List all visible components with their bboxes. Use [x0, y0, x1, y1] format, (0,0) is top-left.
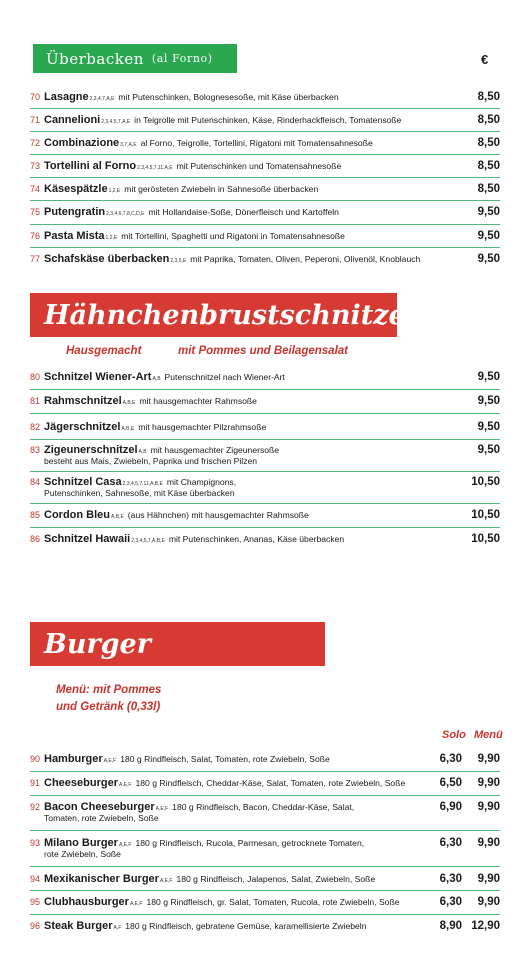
allergen-codes: A,E,F [155, 806, 169, 812]
section-banner-haehnchenbrustschnitzel [30, 293, 416, 337]
item-description: mit hausgemachter Rahmsoße [139, 396, 257, 406]
item-number: 91 [30, 778, 41, 788]
item-number: 73 [30, 161, 41, 172]
item-number: 75 [30, 207, 41, 218]
section-title: Überbacken [46, 49, 144, 68]
item-number: 72 [30, 138, 41, 149]
item-description: 180 g Rindfleisch, Salat, Tomaten, rote Zwiebeln, Soße [120, 754, 330, 764]
menu-item [30, 772, 500, 796]
item-name: Jägerschnitzel [44, 421, 121, 433]
item-number: 92 [30, 802, 41, 812]
price-solo: 6,90 [439, 801, 462, 813]
price: 8,50 [477, 91, 500, 103]
item-number: 70 [30, 92, 41, 102]
item-line [30, 395, 500, 407]
item-number: 90 [30, 754, 41, 764]
item-description: besteht aus Mais, Zwiebeln, Paprika und frischen Pilzen [44, 456, 258, 466]
allergen-codes: A,B,E [121, 426, 135, 432]
item-number: 84 [30, 477, 41, 487]
item-name: Bacon Cheeseburger [44, 801, 155, 813]
item-line [30, 421, 500, 433]
item-line [30, 183, 500, 195]
item-line [30, 137, 500, 149]
price-menu: 12,90 [471, 920, 500, 932]
item-description: mit Putenschinken, Bolognesesoße, mit Käse überbacken [118, 92, 339, 102]
currency-symbol: € [481, 52, 489, 67]
allergen-codes: 2,3,4,7,A,E [89, 96, 115, 102]
item-number: 93 [30, 838, 41, 848]
allergen-codes: A,E,F [118, 842, 132, 848]
item-name: Clubhausburger [44, 896, 129, 908]
column-header-menu: Menü [474, 729, 503, 741]
item-line [30, 801, 500, 813]
item-description: 180 g Rindfleisch, Cheddar-Käse, Salat, Tomaten, rote Zwiebeln, Soße [135, 778, 406, 788]
price: 9,50 [477, 206, 500, 219]
price: 9,50 [477, 444, 500, 456]
section-schnitzel-list [30, 366, 500, 552]
price-menu: 9,90 [477, 801, 500, 813]
price: 9,50 [477, 421, 500, 433]
item-number: 95 [30, 897, 41, 907]
section-title: Hähnchenbrustschnitzel [44, 299, 416, 331]
item-number: 94 [30, 874, 41, 884]
menu-item [30, 366, 500, 390]
menu-item [30, 155, 500, 178]
item-name: Hamburger [44, 753, 103, 765]
section-ueberbacken-list [30, 86, 500, 271]
item-name: Pasta Mista [44, 229, 105, 242]
section-subtitle: (al Forno) [151, 52, 213, 65]
allergen-codes: A,E,F [103, 758, 117, 764]
price-menu: 9,90 [477, 873, 500, 885]
allergen-codes: 2,3,4,5,7,A,E [101, 119, 131, 126]
item-line [30, 896, 500, 908]
price: 8,50 [477, 137, 500, 150]
item-line [30, 230, 500, 242]
allergen-codes: A,F [113, 925, 122, 931]
item-description: mit hausgemachter Pilzrahmsoße [138, 422, 267, 432]
section-title: Burger [44, 628, 151, 660]
menu-item [30, 414, 500, 440]
item-line [30, 114, 500, 126]
item-name: Schnitzel Hawaii [44, 533, 131, 545]
item-description: 180 g Rindfleisch, Rucola, Parmesan, getrocknete Tomaten, [135, 838, 365, 848]
item-line [30, 444, 500, 456]
item-number: 74 [30, 184, 41, 195]
allergen-codes: A,E,F [118, 782, 132, 788]
price-solo: 8,90 [439, 920, 462, 932]
price-solo: 6,30 [439, 753, 462, 765]
price: 10,50 [471, 533, 500, 545]
menu-item [30, 440, 500, 472]
item-number: 85 [30, 510, 41, 520]
item-description: 180 g Rindfleisch, Jalapenos, Salat, Zwiebeln, Soße [176, 874, 376, 884]
menu-item [30, 201, 500, 224]
price: 9,50 [477, 395, 500, 407]
price-menu: 9,90 [477, 753, 500, 765]
menu-item [30, 504, 500, 528]
item-description: mit Putenschinken, Ananas, Käse überbacken [168, 534, 345, 544]
price-solo: 6,30 [439, 896, 462, 908]
price: 9,50 [477, 229, 500, 242]
menu-item [30, 178, 500, 201]
item-line [30, 91, 500, 103]
allergen-codes: A,E,F [129, 901, 143, 907]
section-note-hausgemacht: Hausgemacht [66, 345, 142, 357]
item-number: 77 [30, 253, 41, 264]
price: 9,50 [477, 252, 500, 265]
item-line [30, 533, 500, 545]
menu-item [30, 867, 500, 891]
menu-item [30, 225, 500, 248]
item-description: 180 g Rindfleisch, gebratene Gemüse, karamellisierte Zwiebeln [125, 921, 367, 931]
allergen-codes: A,B [152, 376, 161, 382]
item-line [30, 873, 500, 885]
item-description: Putenschnitzel nach Wiener-Art [164, 372, 285, 382]
item-description: rote Zwiebeln, Soße [44, 849, 121, 859]
price: 9,50 [477, 371, 500, 383]
item-description: mit Tortellini, Spaghetti und Rigatoni in Tomatensahnesoße [121, 230, 345, 241]
item-description: 180 g Rindfleisch, gr. Salat, Tomaten, Rucola, rote Zwiebeln, Soße [146, 897, 400, 907]
price-menu: 9,90 [477, 777, 500, 789]
price: 10,50 [471, 509, 500, 521]
menu-item [30, 86, 500, 109]
item-name: Lasagne [44, 91, 89, 103]
item-number: 76 [30, 230, 41, 241]
item-number: 96 [30, 921, 41, 931]
item-name: Schnitzel Wiener-Art [44, 371, 152, 383]
menu-item [30, 796, 500, 831]
menu-item [30, 248, 500, 271]
price-solo: 6,50 [439, 777, 462, 789]
item-line [30, 920, 500, 932]
item-number: 83 [30, 445, 41, 455]
section-note-beilagen: mit Pommes und Beilagensalat [178, 345, 348, 357]
item-description: mit hausgemachter Zigeunersoße [150, 445, 280, 455]
allergen-codes: 1,2,E [105, 234, 118, 241]
menu-item [30, 109, 500, 132]
item-number: 80 [30, 372, 41, 382]
item-name: Cheeseburger [44, 777, 118, 789]
item-name: Zigeunerschnitzel [44, 444, 138, 456]
allergen-codes: A,B,E [122, 400, 136, 406]
section-note-menu: Menü: mit Pommes und Getränk (0,33l) [56, 684, 162, 713]
item-number: 82 [30, 422, 41, 432]
item-description: Tomaten, rote Zwiebeln, Soße [44, 813, 159, 823]
item-name: Combinazione [44, 137, 120, 150]
item-line [30, 777, 500, 789]
item-name: Rahmschnitzel [44, 395, 122, 407]
item-description: mit gerösteten Zwiebeln in Sahnesoße überbacken [124, 184, 319, 195]
allergen-codes: 3,7,A,E [120, 142, 137, 149]
item-name: Putengratin [44, 206, 106, 219]
menu-item [30, 891, 500, 915]
column-header-solo: Solo [442, 729, 466, 741]
section-banner-burger [30, 622, 325, 666]
allergen-codes: 2,3,4,5,7,11,A,E [137, 165, 173, 172]
section-burger-list [30, 748, 500, 939]
allergen-codes: A,B,E [111, 514, 124, 520]
price: 8,50 [477, 114, 500, 127]
item-line [30, 253, 500, 265]
item-number: 71 [30, 115, 41, 126]
price: 10,50 [471, 476, 500, 488]
item-description: Putenschinken, Sahnesoße, mit Käse überbacken [44, 488, 235, 498]
item-name: Cordon Bleu [44, 509, 110, 521]
item-line [30, 753, 500, 765]
item-name: Schafskäse überbacken [44, 252, 170, 265]
item-name: Steak Burger [44, 920, 113, 932]
item-name: Schnitzel Casa [44, 476, 122, 488]
item-description: 180 g Rindfleisch, Bacon, Cheddar-Käse, Salat, [172, 802, 355, 812]
section-banner-ueberbacken [33, 44, 237, 73]
menu-item [30, 748, 500, 772]
item-description: mit Hollandaise-Soße, Dönerfleisch und Kartoffeln [148, 207, 339, 218]
allergen-codes: 2,3,4,6,7,8,C,D,E [106, 211, 145, 218]
item-description: mit Champignons, [166, 477, 237, 487]
item-line [30, 476, 500, 488]
menu-item [30, 390, 500, 414]
item-description: (aus Hähnchen) mit hausgemachter Rahmsoße [127, 510, 309, 520]
item-number: 86 [30, 534, 41, 544]
item-name: Mexikanischer Burger [44, 873, 159, 885]
item-name: Cannelioni [44, 114, 101, 127]
item-description: al Forno, Teigrolle, Tortellini, Rigatoni mit Tomatensahnesoße [140, 138, 373, 149]
price: 8,50 [477, 183, 500, 196]
price-menu: 9,90 [477, 837, 500, 849]
price-menu: 9,90 [477, 896, 500, 908]
allergen-codes: A,E,F [159, 878, 173, 884]
item-name: Käsespätzle [44, 183, 108, 196]
menu-item [30, 915, 500, 939]
price-solo: 6,30 [439, 837, 462, 849]
allergen-codes: A,B [138, 449, 147, 455]
item-description: mit Paprika, Tomaten, Oliven, Peperoni, Olivenöl, Knoblauch [190, 253, 421, 264]
item-line [30, 206, 500, 218]
item-name: Tortellini al Forno [44, 160, 137, 173]
price: 8,50 [477, 160, 500, 173]
menu-item [30, 472, 500, 504]
item-name: Milano Burger [44, 837, 118, 849]
allergen-codes: 1,2,E [108, 188, 121, 195]
item-line [30, 371, 500, 383]
menu-item [30, 132, 500, 155]
item-number: 81 [30, 396, 41, 406]
price-solo: 6,30 [439, 873, 462, 885]
item-line [30, 837, 500, 849]
menu-item [30, 831, 500, 867]
item-line [30, 509, 500, 521]
allergen-codes: 2,3,4,5,7,A,B,E [131, 538, 165, 544]
item-line [30, 160, 500, 172]
allergen-codes: 2,3,4,5,7,11,A,B,E [122, 481, 163, 487]
item-description: in Teigrolle mit Putenschinken, Käse, Rinderhackfleisch, Tomatensoße [134, 115, 402, 126]
menu-item [30, 528, 500, 552]
allergen-codes: 2,3,5,E [170, 257, 187, 264]
item-description: mit Putenschinken und Tomatensahnesoße [176, 161, 342, 172]
